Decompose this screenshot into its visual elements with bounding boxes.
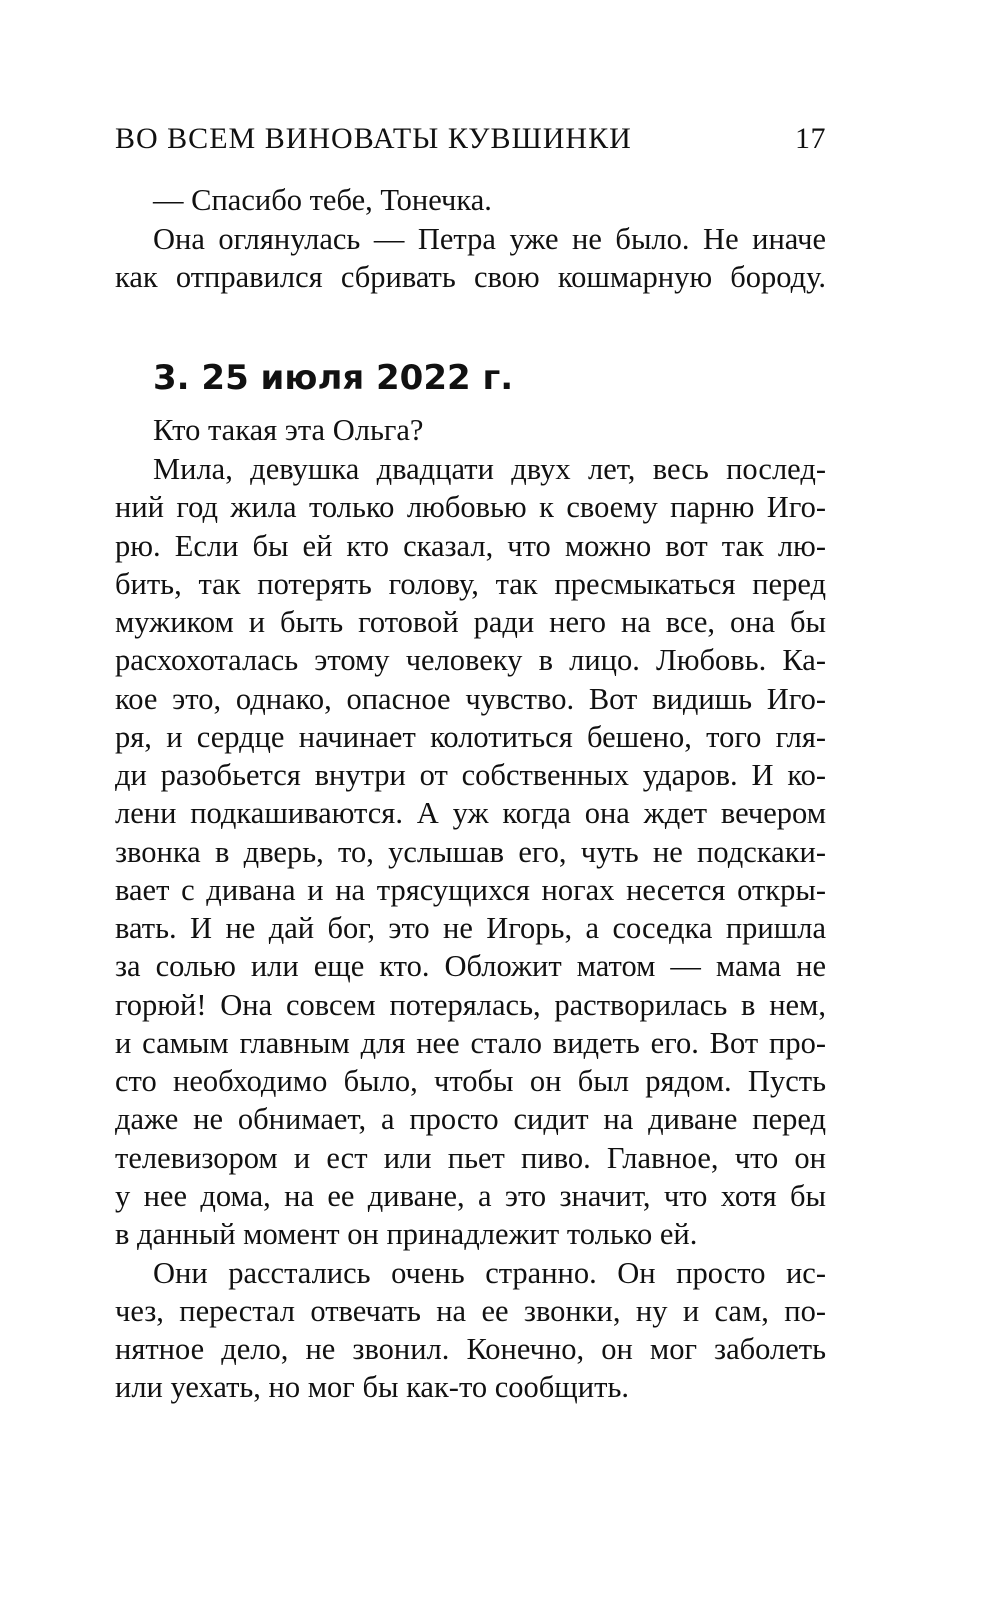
chapter-heading: 3. 25 июля 2022 г.: [153, 358, 514, 398]
text-line: вает с дивана и на трясущихся ногах несется откры-: [115, 873, 826, 907]
text-line: как отправился сбривать свою кошмарную бороду.: [115, 260, 826, 294]
text-line: даже не обнимает, а просто сидит на диване перед: [115, 1102, 826, 1136]
text-line: мужиком и быть готовой ради него на все, она бы: [115, 605, 826, 639]
text-line: Они расстались очень странно. Он просто ис-: [153, 1256, 826, 1290]
text-line: рю. Если бы ей кто сказал, что можно вот так лю-: [115, 529, 826, 563]
text-line: — Спасибо тебе, Тонечка.: [153, 183, 492, 217]
text-line: ря, и сердце начинает колотиться бешено, того гля-: [115, 720, 826, 754]
text-line: звонка в дверь, то, услышав его, чуть не подскаки-: [115, 835, 826, 869]
text-line: ний год жила только любовью к своему парню Иго-: [115, 490, 826, 524]
text-line: за солью или еще кто. Обложит матом — мама не: [115, 949, 826, 983]
text-line: у нее дома, на ее диване, а это значит, что хотя бы: [115, 1179, 826, 1213]
text-line: лени подкашиваются. А уж когда она ждет вечером: [115, 796, 826, 830]
text-line: горюй! Она совсем потерялась, растворилась в нем,: [115, 988, 826, 1022]
text-line: Кто такая эта Ольга?: [153, 413, 424, 447]
running-title: ВО ВСЕМ ВИНОВАТЫ КУВШИНКИ: [115, 122, 632, 155]
page-number: 17: [795, 122, 826, 155]
text-line: телевизором и ест или пьет пиво. Главное, что он: [115, 1141, 826, 1175]
text-line: бить, так потерять голову, так пресмыкаться перед: [115, 567, 826, 601]
text-line: сто необходимо было, чтобы он был рядом. Пусть: [115, 1064, 826, 1098]
text-line: Она оглянулась — Петра уже не было. Не иначе: [153, 222, 826, 256]
text-line: кое это, однако, опасное чувство. Вот видишь Иго-: [115, 682, 826, 716]
text-line: и самым главным для нее стало видеть его. Вот про-: [115, 1026, 826, 1060]
text-line: Мила, девушка двадцати двух лет, весь послед-: [153, 452, 826, 486]
text-line: в данный момент он принадлежит только ей.: [115, 1217, 698, 1251]
text-line: или уехать, но мог бы как-то сообщить.: [115, 1370, 629, 1404]
text-line: вать. И не дай бог, это не Игорь, а соседка пришла: [115, 911, 826, 945]
text-line: расхохоталась этому человеку в лицо. Любовь. Ка-: [115, 643, 826, 677]
text-line: ди разобьется внутри от собственных ударов. И ко-: [115, 758, 826, 792]
text-line: нятное дело, не звонил. Конечно, он мог заболеть: [115, 1332, 826, 1366]
text-line: чез, перестал отвечать на ее звонки, ну и сам, по-: [115, 1294, 826, 1328]
